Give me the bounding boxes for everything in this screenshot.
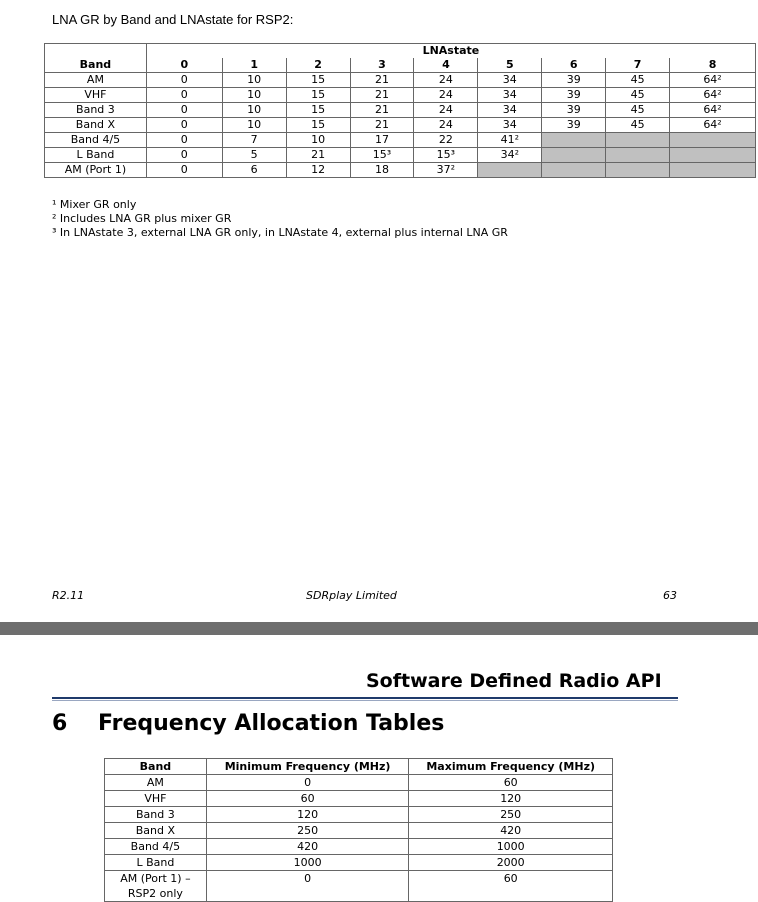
freq-header-band: Band (105, 759, 207, 775)
empty-shaded-cell (542, 163, 606, 178)
gain-cell: 0 (146, 148, 222, 163)
freq-band-cell: VHF (105, 791, 207, 807)
gain-cell: 6 (222, 163, 286, 178)
freq-header-min: Minimum Frequency (MHz) (206, 759, 409, 775)
lnastate-header-5: 5 (478, 58, 542, 73)
band-cell: AM (45, 73, 147, 88)
freq-band-cell: Band X (105, 823, 207, 839)
lnastate-header-0: 0 (146, 58, 222, 73)
gain-cell: 15 (286, 118, 350, 133)
freq-band-cell: L Band (105, 855, 207, 871)
section-number: 6 (52, 711, 68, 736)
gain-cell: 64² (670, 88, 756, 103)
gain-cell: 15³ (350, 148, 414, 163)
gain-cell: 21 (350, 88, 414, 103)
gain-cell: 5 (222, 148, 286, 163)
footnote-1: ¹ Mixer GR only (52, 198, 137, 211)
section-title: Frequency Allocation Tables (98, 711, 445, 736)
table-row (105, 791, 613, 807)
gain-cell: 24 (414, 103, 478, 118)
page-separator (0, 622, 758, 635)
gain-cell: 0 (146, 103, 222, 118)
freq-max-cell: 1000 (409, 839, 613, 855)
gain-cell: 10 (222, 73, 286, 88)
gain-cell: 21 (350, 73, 414, 88)
table-row (105, 871, 613, 902)
lnastate-header-1: 1 (222, 58, 286, 73)
gain-cell: 15 (286, 73, 350, 88)
table-row (105, 807, 613, 823)
freq-min-cell: 0 (206, 775, 409, 791)
gain-cell: 24 (414, 118, 478, 133)
table-row (105, 839, 613, 855)
footnote-3: ³ In LNAstate 3, external LNA GR only, in LNAstate 4, external plus internal LNA GR (52, 226, 508, 239)
gain-cell: 34² (478, 148, 542, 163)
freq-band-cell: Band 3 (105, 807, 207, 823)
table-row (45, 88, 756, 103)
empty-shaded-cell (606, 133, 670, 148)
freq-max-cell: 60 (409, 775, 613, 791)
table-row (105, 823, 613, 839)
footnotes (52, 198, 508, 240)
freq-min-cell: 120 (206, 807, 409, 823)
gain-cell: 34 (478, 118, 542, 133)
gain-cell: 45 (606, 118, 670, 133)
gain-cell: 0 (146, 133, 222, 148)
freq-max-cell: 2000 (409, 855, 613, 871)
freq-max-cell: 420 (409, 823, 613, 839)
gain-cell: 21 (286, 148, 350, 163)
table-row (45, 103, 756, 118)
freq-min-cell: 250 (206, 823, 409, 839)
gain-cell: 39 (542, 73, 606, 88)
gain-cell: 0 (146, 73, 222, 88)
gain-cell: 10 (286, 133, 350, 148)
table-row (45, 163, 756, 178)
freq-band-cell: Band 4/5 (105, 839, 207, 855)
footnote-2: ² Includes LNA GR plus mixer GR (52, 212, 232, 225)
band-header-cell (45, 44, 147, 59)
empty-shaded-cell (606, 148, 670, 163)
freq-band-cell: AM (105, 775, 207, 791)
freq-min-cell: 420 (206, 839, 409, 855)
gain-cell: 17 (350, 133, 414, 148)
band-cell: L Band (45, 148, 147, 163)
gain-cell: 45 (606, 103, 670, 118)
table-row (105, 775, 613, 791)
freq-header-max: Maximum Frequency (MHz) (409, 759, 613, 775)
footer-page-number: 63 (663, 589, 677, 602)
band-cell: Band 3 (45, 103, 147, 118)
freq-band-cell: AM (Port 1) – RSP2 only (105, 871, 207, 902)
gain-cell: 22 (414, 133, 478, 148)
gain-cell: 7 (222, 133, 286, 148)
gain-cell: 15 (286, 103, 350, 118)
table-row (105, 855, 613, 871)
gain-cell: 64² (670, 118, 756, 133)
gain-cell: 39 (542, 118, 606, 133)
lna-gr-table (44, 43, 756, 178)
table-row (45, 148, 756, 163)
freq-max-cell: 120 (409, 791, 613, 807)
band-cell: Band 4/5 (45, 133, 147, 148)
gain-cell: 45 (606, 73, 670, 88)
frequency-allocation-table (104, 758, 613, 902)
gain-cell: 0 (146, 118, 222, 133)
band-header: Band (45, 58, 147, 73)
gain-cell: 45 (606, 88, 670, 103)
band-cell: Band X (45, 118, 147, 133)
empty-shaded-cell (670, 148, 756, 163)
gain-cell: 39 (542, 88, 606, 103)
gain-cell: 24 (414, 88, 478, 103)
table-row (45, 118, 756, 133)
gain-cell: 24 (414, 73, 478, 88)
title-rule-thin (52, 700, 678, 701)
footer-company: SDRplay Limited (306, 589, 397, 602)
band-cell: VHF (45, 88, 147, 103)
empty-shaded-cell (542, 133, 606, 148)
freq-max-cell: 250 (409, 807, 613, 823)
gain-cell: 21 (350, 118, 414, 133)
lnastate-header-7: 7 (606, 58, 670, 73)
freq-min-cell: 60 (206, 791, 409, 807)
empty-shaded-cell (606, 163, 670, 178)
table-row (45, 73, 756, 88)
gain-cell: 15³ (414, 148, 478, 163)
gain-cell: 34 (478, 88, 542, 103)
lnastate-group-header: LNAstate (146, 44, 755, 59)
gain-cell: 34 (478, 73, 542, 88)
band-cell: AM (Port 1) (45, 163, 147, 178)
document-title: Software Defined Radio API (366, 670, 662, 692)
gain-cell: 21 (350, 103, 414, 118)
lnastate-header-8: 8 (670, 58, 756, 73)
gain-cell: 18 (350, 163, 414, 178)
lnastate-header-4: 4 (414, 58, 478, 73)
lnastate-header-6: 6 (542, 58, 606, 73)
gain-cell: 64² (670, 73, 756, 88)
gain-cell: 10 (222, 118, 286, 133)
table-row (45, 133, 756, 148)
empty-shaded-cell (670, 133, 756, 148)
title-rule (52, 697, 678, 699)
empty-shaded-cell (478, 163, 542, 178)
gain-cell: 0 (146, 88, 222, 103)
empty-shaded-cell (542, 148, 606, 163)
gain-cell: 37² (414, 163, 478, 178)
gain-cell: 64² (670, 103, 756, 118)
footer-revision: R2.11 (52, 589, 85, 602)
freq-max-cell: 60 (409, 871, 613, 902)
gain-cell: 10 (222, 88, 286, 103)
gain-cell: 12 (286, 163, 350, 178)
gain-cell: 15 (286, 88, 350, 103)
lnastate-header-2: 2 (286, 58, 350, 73)
lnastate-header-3: 3 (350, 58, 414, 73)
gain-cell: 39 (542, 103, 606, 118)
gain-cell: 34 (478, 103, 542, 118)
table-caption: LNA GR by Band and LNAstate for RSP2: (52, 12, 294, 27)
gain-cell: 0 (146, 163, 222, 178)
freq-min-cell: 1000 (206, 855, 409, 871)
gain-cell: 10 (222, 103, 286, 118)
gain-cell: 41² (478, 133, 542, 148)
empty-shaded-cell (670, 163, 756, 178)
freq-min-cell: 0 (206, 871, 409, 902)
